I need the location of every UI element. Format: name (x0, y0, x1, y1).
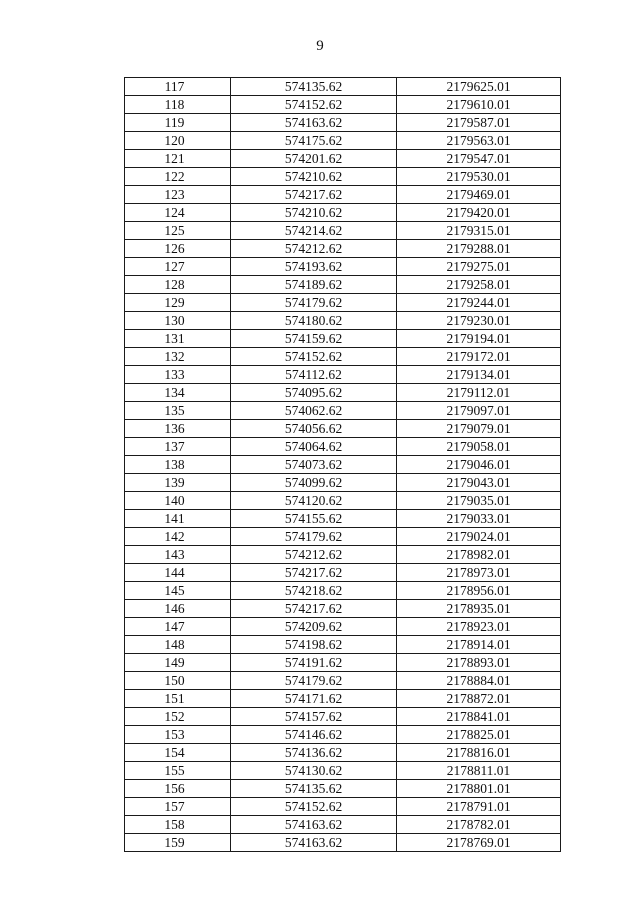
x-coordinate-cell: 574159.62 (231, 330, 397, 348)
x-coordinate-cell: 574218.62 (231, 582, 397, 600)
table-row (125, 150, 561, 168)
point-number-cell: 145 (125, 582, 231, 600)
y-coordinate-cell: 2179112.01 (397, 384, 561, 402)
y-coordinate-cell: 2179258.01 (397, 276, 561, 294)
x-coordinate-cell: 574135.62 (231, 780, 397, 798)
x-coordinate-cell: 574064.62 (231, 438, 397, 456)
page-number: 9 (316, 38, 324, 54)
x-coordinate-cell: 574179.62 (231, 528, 397, 546)
point-number-cell: 133 (125, 366, 231, 384)
point-number-cell: 120 (125, 132, 231, 150)
table-row (125, 348, 561, 366)
table-row (125, 78, 561, 96)
table-row (125, 546, 561, 564)
y-coordinate-cell: 2179046.01 (397, 456, 561, 474)
x-coordinate-cell: 574179.62 (231, 672, 397, 690)
point-number-cell: 130 (125, 312, 231, 330)
point-number-cell: 150 (125, 672, 231, 690)
y-coordinate-cell: 2178982.01 (397, 546, 561, 564)
table-row (125, 132, 561, 150)
point-number-cell: 140 (125, 492, 231, 510)
table-row (125, 276, 561, 294)
table-row (125, 618, 561, 636)
y-coordinate-cell: 2179194.01 (397, 330, 561, 348)
y-coordinate-cell: 2179530.01 (397, 168, 561, 186)
y-coordinate-cell: 2179035.01 (397, 492, 561, 510)
y-coordinate-cell: 2178884.01 (397, 672, 561, 690)
table-row (125, 528, 561, 546)
point-number-cell: 148 (125, 636, 231, 654)
table-row (125, 708, 561, 726)
x-coordinate-cell: 574073.62 (231, 456, 397, 474)
point-number-cell: 146 (125, 600, 231, 618)
point-number-cell: 121 (125, 150, 231, 168)
x-coordinate-cell: 574135.62 (231, 78, 397, 96)
table-row (125, 258, 561, 276)
point-number-cell: 119 (125, 114, 231, 132)
x-coordinate-cell: 574163.62 (231, 816, 397, 834)
table-row (125, 654, 561, 672)
coordinates-table-body (125, 78, 561, 852)
table-row (125, 816, 561, 834)
x-coordinate-cell: 574214.62 (231, 222, 397, 240)
x-coordinate-cell: 574130.62 (231, 762, 397, 780)
y-coordinate-cell: 2178791.01 (397, 798, 561, 816)
y-coordinate-cell: 2179315.01 (397, 222, 561, 240)
point-number-cell: 124 (125, 204, 231, 222)
table-row (125, 420, 561, 438)
point-number-cell: 153 (125, 726, 231, 744)
point-number-cell: 117 (125, 78, 231, 96)
x-coordinate-cell: 574152.62 (231, 96, 397, 114)
point-number-cell: 135 (125, 402, 231, 420)
x-coordinate-cell: 574157.62 (231, 708, 397, 726)
y-coordinate-cell: 2179288.01 (397, 240, 561, 258)
coordinates-table (124, 77, 561, 852)
point-number-cell: 156 (125, 780, 231, 798)
table-row (125, 330, 561, 348)
point-number-cell: 118 (125, 96, 231, 114)
point-number-cell: 123 (125, 186, 231, 204)
x-coordinate-cell: 574212.62 (231, 240, 397, 258)
x-coordinate-cell: 574198.62 (231, 636, 397, 654)
y-coordinate-cell: 2179469.01 (397, 186, 561, 204)
table-row (125, 204, 561, 222)
x-coordinate-cell: 574175.62 (231, 132, 397, 150)
y-coordinate-cell: 2178914.01 (397, 636, 561, 654)
x-coordinate-cell: 574120.62 (231, 492, 397, 510)
x-coordinate-cell: 574217.62 (231, 564, 397, 582)
y-coordinate-cell: 2179587.01 (397, 114, 561, 132)
y-coordinate-cell: 2178769.01 (397, 834, 561, 852)
x-coordinate-cell: 574180.62 (231, 312, 397, 330)
x-coordinate-cell: 574056.62 (231, 420, 397, 438)
point-number-cell: 152 (125, 708, 231, 726)
table-row (125, 168, 561, 186)
x-coordinate-cell: 574171.62 (231, 690, 397, 708)
y-coordinate-cell: 2178825.01 (397, 726, 561, 744)
point-number-cell: 134 (125, 384, 231, 402)
table-row (125, 114, 561, 132)
point-number-cell: 139 (125, 474, 231, 492)
y-coordinate-cell: 2179097.01 (397, 402, 561, 420)
point-number-cell: 154 (125, 744, 231, 762)
point-number-cell: 141 (125, 510, 231, 528)
y-coordinate-cell: 2179420.01 (397, 204, 561, 222)
x-coordinate-cell: 574210.62 (231, 204, 397, 222)
point-number-cell: 137 (125, 438, 231, 456)
x-coordinate-cell: 574210.62 (231, 168, 397, 186)
table-row (125, 384, 561, 402)
x-coordinate-cell: 574152.62 (231, 798, 397, 816)
x-coordinate-cell: 574209.62 (231, 618, 397, 636)
point-number-cell: 158 (125, 816, 231, 834)
y-coordinate-cell: 2178973.01 (397, 564, 561, 582)
y-coordinate-cell: 2179563.01 (397, 132, 561, 150)
x-coordinate-cell: 574095.62 (231, 384, 397, 402)
y-coordinate-cell: 2179230.01 (397, 312, 561, 330)
y-coordinate-cell: 2178872.01 (397, 690, 561, 708)
table-row (125, 492, 561, 510)
table-row (125, 798, 561, 816)
point-number-cell: 155 (125, 762, 231, 780)
table-row (125, 402, 561, 420)
y-coordinate-cell: 2178956.01 (397, 582, 561, 600)
table-row (125, 834, 561, 852)
y-coordinate-cell: 2179058.01 (397, 438, 561, 456)
x-coordinate-cell: 574193.62 (231, 258, 397, 276)
point-number-cell: 122 (125, 168, 231, 186)
point-number-cell: 131 (125, 330, 231, 348)
point-number-cell: 128 (125, 276, 231, 294)
table-row (125, 780, 561, 798)
x-coordinate-cell: 574152.62 (231, 348, 397, 366)
y-coordinate-cell: 2178801.01 (397, 780, 561, 798)
table-row (125, 762, 561, 780)
point-number-cell: 125 (125, 222, 231, 240)
point-number-cell: 151 (125, 690, 231, 708)
point-number-cell: 157 (125, 798, 231, 816)
x-coordinate-cell: 574191.62 (231, 654, 397, 672)
table-row (125, 240, 561, 258)
y-coordinate-cell: 2179244.01 (397, 294, 561, 312)
table-row (125, 672, 561, 690)
point-number-cell: 126 (125, 240, 231, 258)
x-coordinate-cell: 574217.62 (231, 186, 397, 204)
x-coordinate-cell: 574179.62 (231, 294, 397, 312)
y-coordinate-cell: 2179172.01 (397, 348, 561, 366)
y-coordinate-cell: 2178923.01 (397, 618, 561, 636)
table-row (125, 438, 561, 456)
x-coordinate-cell: 574217.62 (231, 600, 397, 618)
y-coordinate-cell: 2179033.01 (397, 510, 561, 528)
x-coordinate-cell: 574189.62 (231, 276, 397, 294)
y-coordinate-cell: 2178893.01 (397, 654, 561, 672)
x-coordinate-cell: 574201.62 (231, 150, 397, 168)
point-number-cell: 127 (125, 258, 231, 276)
y-coordinate-cell: 2179079.01 (397, 420, 561, 438)
x-coordinate-cell: 574136.62 (231, 744, 397, 762)
table-row (125, 222, 561, 240)
table-row (125, 582, 561, 600)
table-row (125, 600, 561, 618)
x-coordinate-cell: 574163.62 (231, 834, 397, 852)
y-coordinate-cell: 2178935.01 (397, 600, 561, 618)
y-coordinate-cell: 2179134.01 (397, 366, 561, 384)
table-row (125, 294, 561, 312)
table-row (125, 726, 561, 744)
table-row (125, 456, 561, 474)
table-row (125, 366, 561, 384)
point-number-cell: 136 (125, 420, 231, 438)
point-number-cell: 149 (125, 654, 231, 672)
table-row (125, 96, 561, 114)
point-number-cell: 138 (125, 456, 231, 474)
x-coordinate-cell: 574062.62 (231, 402, 397, 420)
table-row (125, 744, 561, 762)
x-coordinate-cell: 574112.62 (231, 366, 397, 384)
y-coordinate-cell: 2179610.01 (397, 96, 561, 114)
y-coordinate-cell: 2178811.01 (397, 762, 561, 780)
point-number-cell: 132 (125, 348, 231, 366)
point-number-cell: 142 (125, 528, 231, 546)
y-coordinate-cell: 2178841.01 (397, 708, 561, 726)
y-coordinate-cell: 2178782.01 (397, 816, 561, 834)
table-row (125, 312, 561, 330)
y-coordinate-cell: 2178816.01 (397, 744, 561, 762)
table-row (125, 186, 561, 204)
table-row (125, 636, 561, 654)
x-coordinate-cell: 574099.62 (231, 474, 397, 492)
y-coordinate-cell: 2179547.01 (397, 150, 561, 168)
y-coordinate-cell: 2179625.01 (397, 78, 561, 96)
point-number-cell: 129 (125, 294, 231, 312)
x-coordinate-cell: 574212.62 (231, 546, 397, 564)
table-row (125, 564, 561, 582)
y-coordinate-cell: 2179043.01 (397, 474, 561, 492)
table-row (125, 510, 561, 528)
point-number-cell: 147 (125, 618, 231, 636)
x-coordinate-cell: 574155.62 (231, 510, 397, 528)
y-coordinate-cell: 2179024.01 (397, 528, 561, 546)
point-number-cell: 144 (125, 564, 231, 582)
x-coordinate-cell: 574163.62 (231, 114, 397, 132)
x-coordinate-cell: 574146.62 (231, 726, 397, 744)
point-number-cell: 143 (125, 546, 231, 564)
table-row (125, 690, 561, 708)
point-number-cell: 159 (125, 834, 231, 852)
table-row (125, 474, 561, 492)
y-coordinate-cell: 2179275.01 (397, 258, 561, 276)
